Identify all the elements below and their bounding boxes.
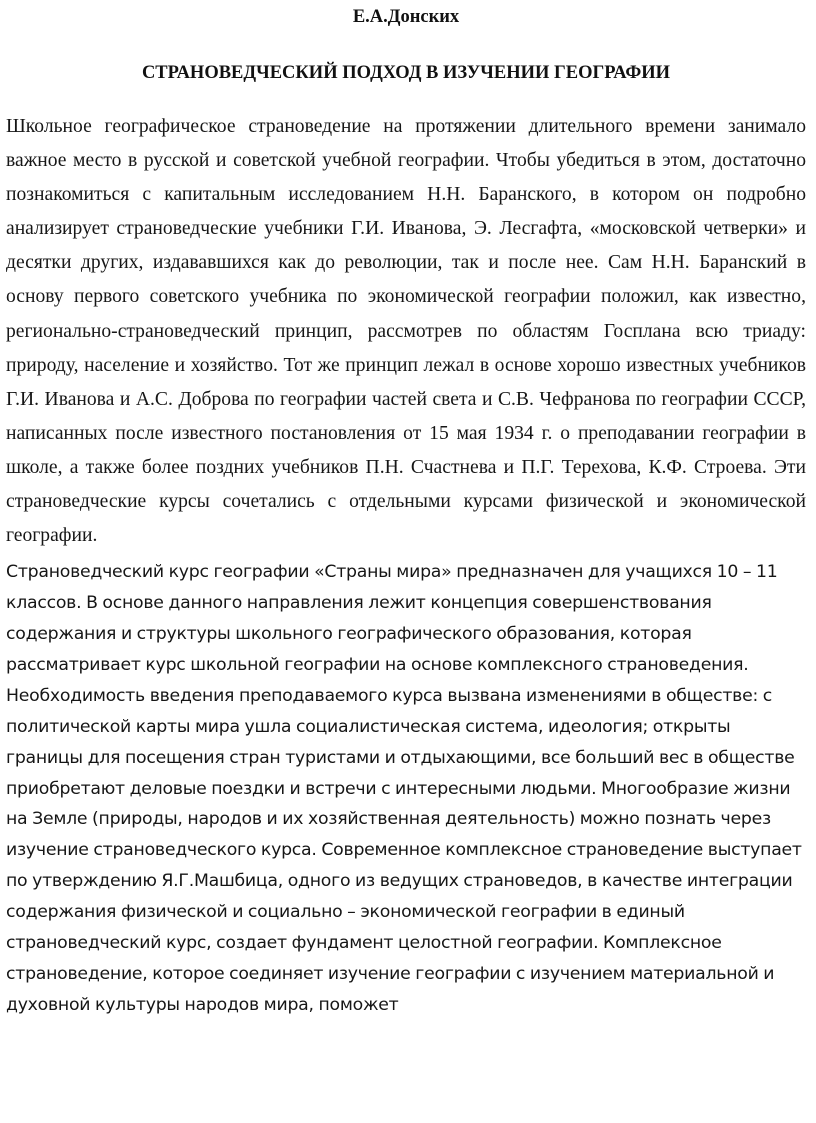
document-title: СТРАНОВЕДЧЕСКИЙ ПОДХОД В ИЗУЧЕНИИ ГЕОГРАФИИ bbox=[141, 63, 671, 83]
author-name: Е.А.Донских bbox=[352, 7, 460, 27]
paragraph-2: Страноведческий курс географии «Страны мира» предназначен для учащихся 10 – 11 классов. В основе данного направления лежит концепция совершенствования содержания и структуры школьного географического образования, которая рассматривает курс школьной географии на основе комплексного страноведения. Необходимость введения преподаваемого курса вызвана изменениями в обществе: с политической карты мира ушла социалистическая система, идеология; открыты границы для посещения стран туристами и отдыхающими, все больший вес в обществе приобретают деловые поездки и встречи с интересными людьми. Многообразие жизни на Земле (природы, народов и их хозяйственная деятельность) можно познать через изучение страноведческого курса. Современное комплексное страноведение выступает по утверждению Я.Г.Машбица, одного из ведущих страноведов, в качестве интеграции содержания физической и социально – экономической географии в единый страноведческий курс, создает фундамент целостной географии. Комплексное страноведение, которое соединяет изучение географии с изучением материальной и духовной культуры народов мира, поможет bbox=[6, 562, 802, 1015]
paragraph-1: Школьное географическое страноведение на протяжении длительного времени занимало важное место в русской и советской учебной географии. Чтобы убедиться в этом, достаточно познакомиться с капитальным исследованием Н.Н. Баранского, в котором он подробно анализирует страноведческие учебники Г.И. Иванова, Э. Лесгафта, «московской четверки» и десятки других, издававшихся как до революции, так и после нее. Сам Н.Н. Баранский в основу первого советского учебника по экономической географии положил, как известно, регионально-страноведческий принцип, рассмотрев по областям Госплана всю триаду: природу, население и хозяйство. Тот же принцип лежал в основе хорошо известных учебников Г.И. Иванова и А.С. Доброва по географии частей света и С.В. Чефранова по географии СССР, написанных после известного постановления от 15 мая 1934 г. о преподавании географии в школе, а также более поздних учебников П.Н. Счастнева и П.Г. Терехова, К.Ф. Строева. Эти страноведческие курсы сочетались с отдельными курсами физической и экономической географии. bbox=[6, 116, 806, 547]
